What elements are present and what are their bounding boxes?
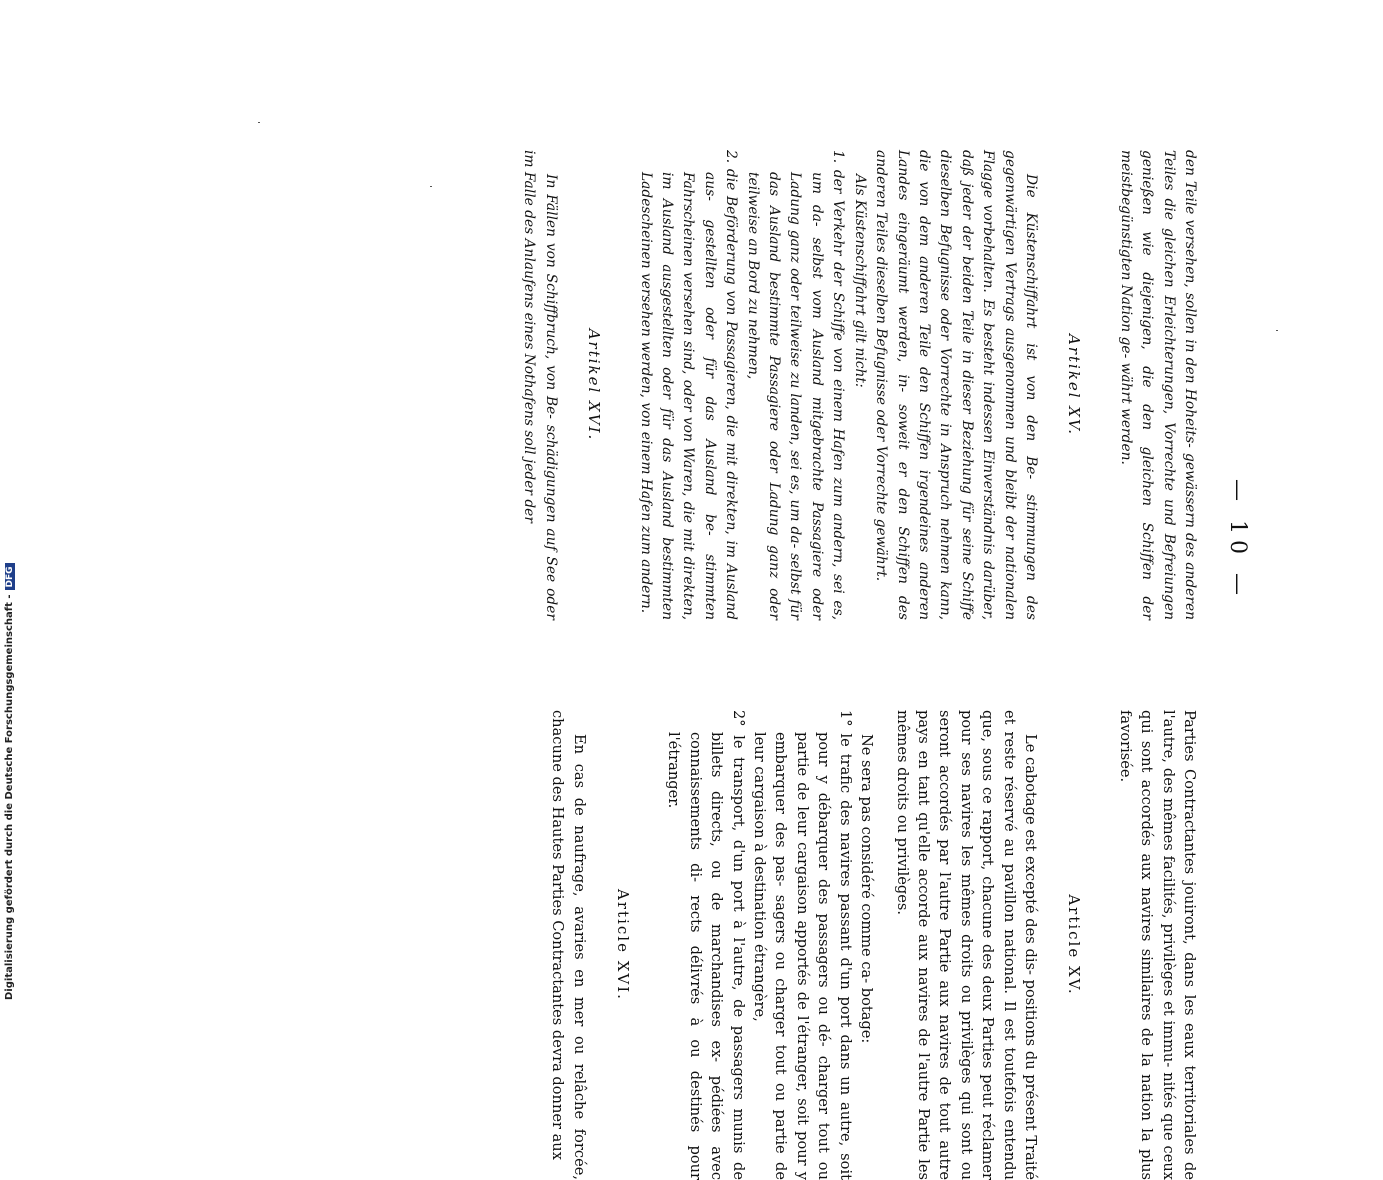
footer-text: Digitalisierung gefördert durch die Deutsche Forschungsgemeinschaft - [4, 594, 15, 1000]
french-article-xvi-title: Article XVI. [614, 889, 633, 1001]
german-article-xv-text: Die Küstenschiffahrt ist von den Be- stimmungen des gegenwärtigen Vertrags ausgenommen und bleibt der nationalen Flagge vorbehalten. Es besteht indessen Einverständnis darüber, daß jeder der beiden Teile in dieser Beziehung für seine Schiffe dieselben Befugnisse oder Vorrechte in Anspruch nehmen kann, die von dem anderen Teile den Schiffen irgendeines anderen Landes eingeräumt werden, in- soweit er den Schiffen des anderen Teiles dieselben Befugnisse oder Vorrechte gewährt. [873, 150, 1039, 620]
french-article-xvi-text: En cas de naufrage, avaries en mer ou relâche forcée, chacune des Hautes Parties Contractantes devra donner aux [549, 710, 588, 1180]
german-article-xvi-title: Artikel XVI. [585, 328, 604, 442]
page-number: — 10 — [1225, 479, 1250, 601]
french-not-coastal: Ne sera pas considéré comme ca- botage: [858, 734, 876, 1044]
german-item-1: 1. der Verkehr der Schiffe von einem Hafen zum andern, sei es, um da- selbst vom Ausland mitgebrachte Passagiere oder Ladung ganz oder teilweise zu landen, sei es, um da- selbst für das Ausland bestimmte Passagiere oder Ladung ganz oder teilweise an Bord zu nehmen, [744, 150, 847, 620]
german-not-coastal: Als Küstenschiffahrt gilt nicht: [851, 174, 868, 388]
french-article-xv-title: Article XV. [1065, 894, 1084, 996]
scan-speck [258, 122, 260, 123]
dfg-logo: DFG [5, 563, 15, 590]
german-article-xv-title: Artikel XV. [1065, 333, 1084, 437]
french-article-xv-text: Le cabotage est excepté des dis- positions du présent Traité et reste réservé au pavillon national. Il est toutefois entendu que, sous ce rapport, chacune des deux Parties peut réclamer pour ses navires les mêmes droits ou privilèges qui sont ou seront accordés par l'autre Partie aux navires de tout autre pays en tant qu'elle accorde aux navires de l'autre Partie les mêmes droits ou privilèges. [893, 710, 1039, 1180]
scan-speck [430, 186, 432, 187]
german-article-xvi-text: In Fällen von Schiffbruch, von Be- schädigungen auf See oder im Falle des Anlaufens eines Nothafens soll jeder der [521, 150, 559, 620]
digitization-footer [4, 0, 18, 1000]
german-item-2: 2. die Beförderung von Passagieren, die mit direkten, im Ausland aus- gestellten oder für das Ausland be- stimmten Fahrscheinen versehen sind, oder von Waren, die mit direkten, im Ausland ausgestellten oder für das Ausland bestimmten Ladescheinen versehen werden, von einem Hafen zum andern. [637, 150, 740, 620]
french-intro: Parties Contractantes jouiront, dans les eaux territoriales de l'autre, des mêmes facilités, privilèges et immu- nités que ceux qui sont accordés aux navires similaires de la nation la plus favorisée. [1116, 710, 1198, 1180]
scan-speck [1276, 330, 1278, 331]
french-item-2: 2° le transport, d'un port à l'autre, de passagers munis de billets directs, ou de marchandises ex- pédiées avec connaissements di- rects délivrés à ou destinés pour l'étranger. [665, 710, 747, 1180]
french-item-1: 1° le trafic des navires passant d'un port dans un autre, soit pour y débarquer des passagers ou dé- charger tout ou partie de leur cargaison apportés de l'étranger, soit pour y embarquer des pas- sagers ou charger tout ou partie de leur cargaison à destination étrangère, [751, 710, 854, 1180]
german-column [518, 150, 1200, 620]
document-page [140, 150, 1250, 1180]
french-column [547, 710, 1200, 1180]
german-intro: den Teile versehen, sollen in den Hoheits- gewässern des anderen Teiles die gleichen Erleichterungen, Vorrechte und Befreiungen genießen wie diejenigen, die den gleichen Schiffen der meistbegünstigten Nation ge- währt werden. [1117, 150, 1198, 620]
